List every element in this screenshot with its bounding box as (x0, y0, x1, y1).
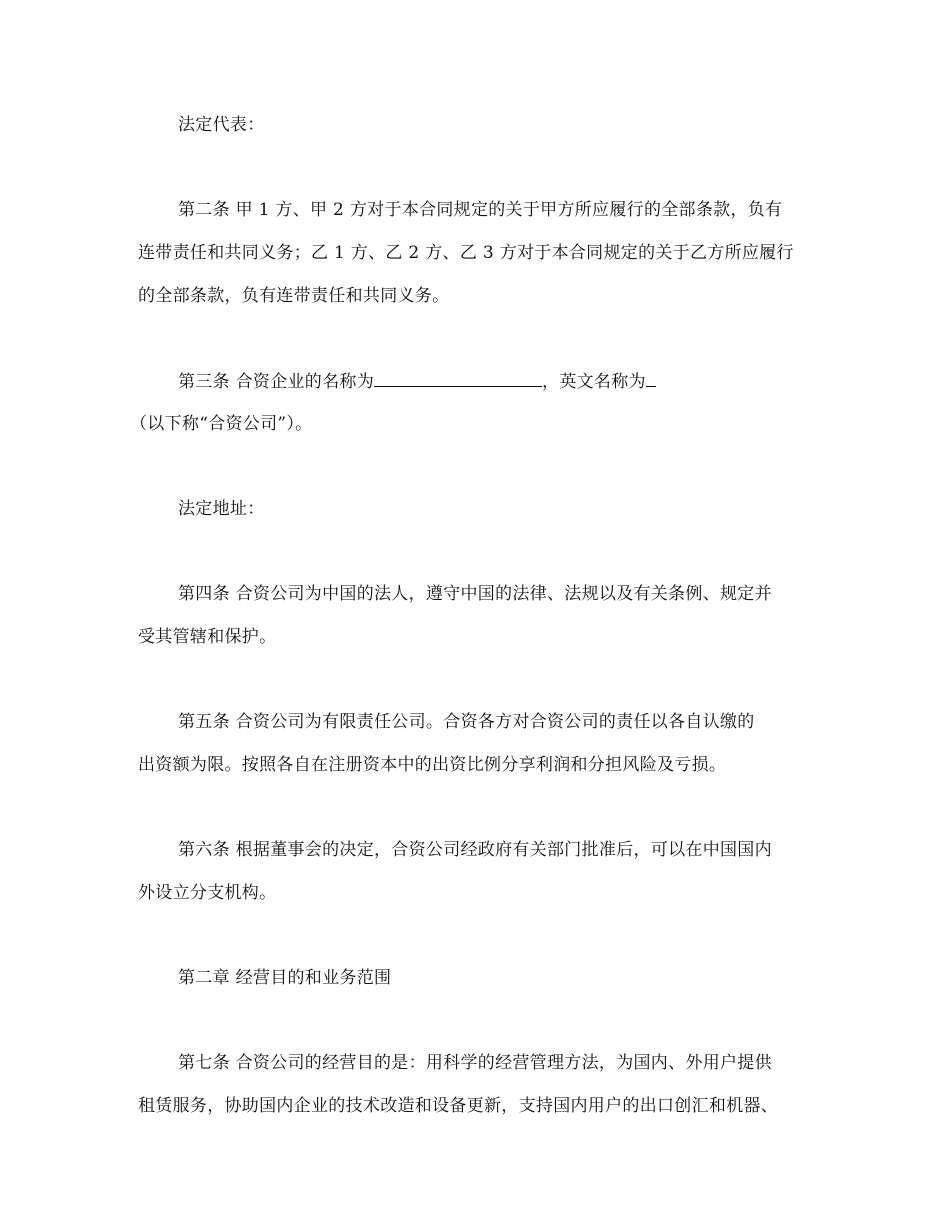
article-3-name-label: 第三条 合资企业的名称为 (178, 372, 375, 392)
article-2-line-1: 第二条 甲 1 方、甲 2 方对于本合同规定的关于甲方所应履行的全部条款，负有 (178, 200, 783, 220)
legal-address-label: 法定地址： (178, 499, 265, 519)
chapter-2-heading: 第二章 经营目的和业务范围 (178, 968, 392, 988)
article-6-line-2: 外设立分支机构。 (138, 883, 277, 903)
article-2-line-2: 连带责任和共同义务；乙 1 方、乙 2 方、乙 3 方对于本合同规定的关于乙方所应履行 (138, 243, 794, 263)
article-3-line-2: （以下称“合资公司”）。 (130, 414, 313, 434)
article-3-line-1 (178, 370, 828, 393)
article-4-line-2: 受其管辖和保护。 (138, 627, 277, 647)
article-5-line-2: 出资额为限。按照各自在注册资本中的出资比例分享利润和分担风险及亏损。 (138, 755, 727, 775)
article-3-english-label: ，英文名称为 (542, 372, 646, 392)
company-name-blank (374, 370, 542, 387)
article-7-line-2: 租赁服务，协助国内企业的技术改造和设备更新，支持国内用户的出口创汇和机器、 (138, 1096, 779, 1116)
article-7-line-1: 第七条 合资公司的经营目的是：用科学的经营管理方法，为国内、外用户提供 (178, 1053, 772, 1073)
english-name-blank (646, 370, 656, 387)
legal-representative-label: 法定代表： (178, 115, 265, 135)
article-4-line-1: 第四条 合资公司为中国的法人，遵守中国的法律、法规以及有关条例、规定并 (178, 584, 772, 604)
article-6-line-1: 第六条 根据董事会的决定，合资公司经政府有关部门批准后，可以在中国国内 (178, 840, 772, 860)
article-5-line-1: 第五条 合资公司为有限责任公司。合资各方对合资公司的责任以各自认缴的 (178, 712, 755, 732)
article-2-line-3: 的全部条款，负有连带责任和共同义务。 (138, 286, 450, 306)
